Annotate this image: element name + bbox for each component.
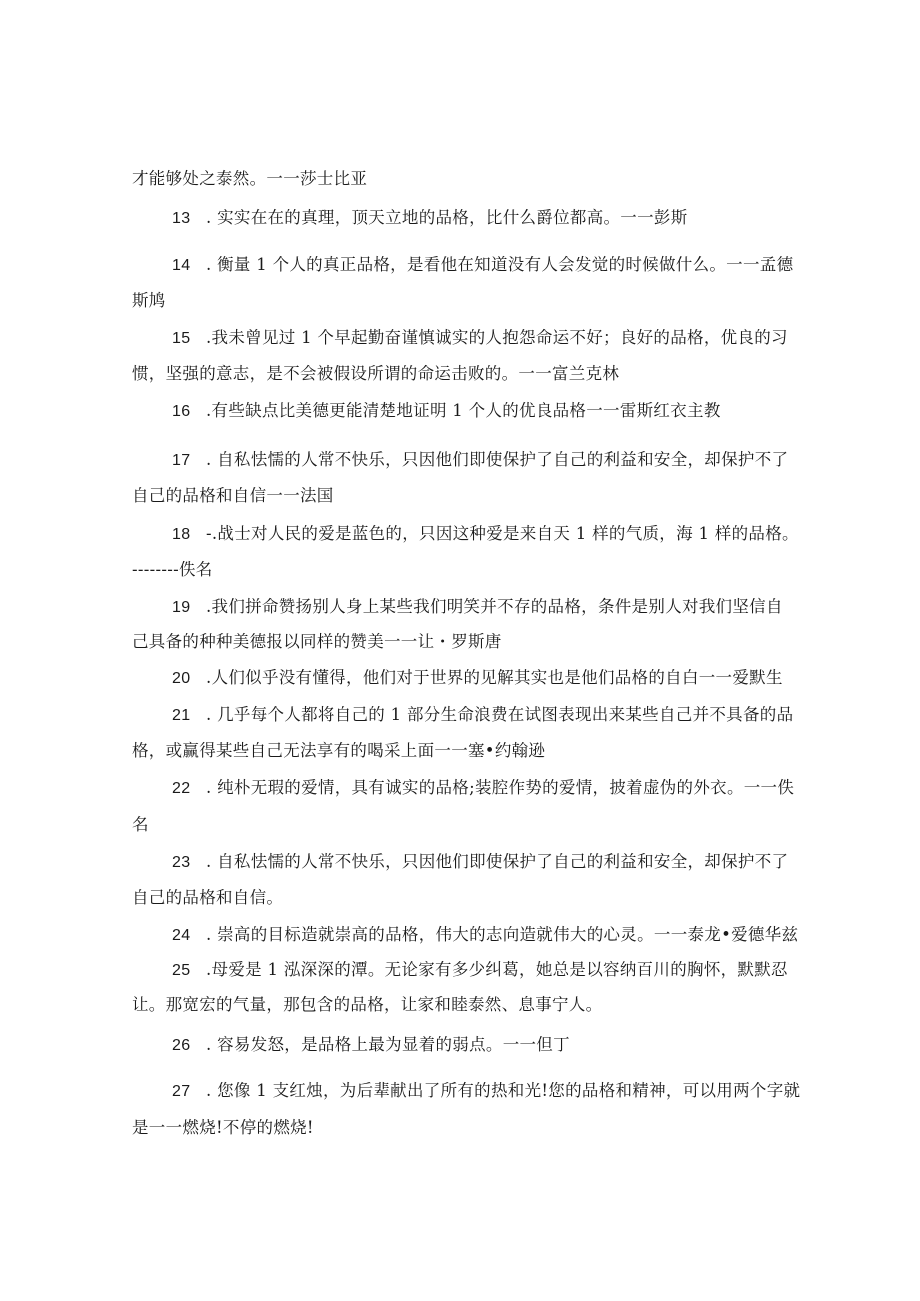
item-text: . 崇高的目标造就崇高的品格，伟大的志向造就伟大的心灵。一一泰龙•爱德华兹 (206, 925, 799, 944)
item-text: .我未曾见过 1 个早起勤奋谨慎诚实的人抱怨命运不好；良好的品格，优良的习 (206, 328, 788, 347)
list-item (172, 523, 797, 546)
item-number: 19 (172, 599, 191, 616)
item-text: . 自私怯懦的人常不快乐，只因他们即使保护了自己的利益和安全，却保护不了 (206, 450, 789, 469)
list-item (172, 596, 797, 619)
text-line (132, 994, 797, 1016)
item-number: 26 (172, 1037, 191, 1054)
list-item (172, 777, 797, 800)
list-item (172, 327, 797, 350)
line-text: 名 (132, 815, 149, 834)
text-line (132, 887, 797, 909)
item-number: 15 (172, 330, 191, 347)
item-text: .我们拼命赞扬别人身上某些我们明笑并不存的品格，条件是别人对我们坚信自 (206, 597, 783, 616)
item-number: 27 (172, 1083, 191, 1100)
list-item (172, 704, 797, 727)
line-text: 格，或赢得某些自己无法享有的喝采上面一一塞•约翰逊 (132, 741, 546, 760)
item-number: 13 (172, 210, 191, 227)
item-text: . 自私怯懦的人常不快乐，只因他们即使保护了自己的利益和安全，却保护不了 (206, 852, 789, 871)
list-item (172, 851, 797, 874)
text-line (132, 485, 797, 507)
item-text: . 几乎每个人都将自己的 1 部分生命浪费在试图表现出来某些自己并不具备的品 (206, 705, 794, 724)
text-line (132, 559, 797, 581)
line-text: 惯，坚强的意志，是不会被假设所谓的命运击败的。一一富兰克林 (132, 364, 620, 383)
list-item (172, 207, 797, 230)
item-text: . 纯朴无瑕的爱情，具有诚实的品格;装腔作势的爱情，披着虚伪的外衣。一一佚 (206, 778, 795, 797)
list-item (172, 400, 797, 423)
item-text: .母爱是 1 泓深深的潭。无论家有多少纠葛，她总是以容纳百川的胸怀，默默忍 (206, 960, 788, 979)
item-text: . 实实在在的真理，顶天立地的品格，比什么爵位都高。一一彭斯 (206, 208, 688, 227)
item-number: 22 (172, 780, 191, 797)
line-text: 斯鸠 (132, 291, 166, 310)
item-text: . 衡量 1 个人的真正品格，是看他在知道没有人会发觉的时候做什么。一一孟德 (206, 255, 794, 274)
item-text: . 您像 1 支红烛，为后辈献出了所有的热和光!您的品格和精神，可以用两个字就 (206, 1081, 801, 1100)
line-text: 自己的品格和自信一一法国 (132, 486, 334, 505)
item-text: -.战士对人民的爱是蓝色的，只因这种爱是来自天 1 样的气质，海 1 样的品格。 (206, 524, 799, 543)
text-line (132, 1117, 797, 1139)
list-item (172, 667, 797, 690)
text-line (132, 290, 797, 312)
line-text: 是一一燃烧!不停的燃烧! (132, 1118, 314, 1137)
item-number: 23 (172, 854, 191, 871)
text-line (132, 168, 797, 190)
item-number: 16 (172, 403, 191, 420)
list-item (172, 959, 797, 982)
line-text: 才能够处之泰然。一一莎士比亚 (132, 169, 368, 188)
text-line (132, 363, 797, 385)
item-number: 25 (172, 962, 191, 979)
item-text: . 容易发怒，是品格上最为显着的弱点。一一但丁 (206, 1035, 570, 1054)
item-text: .人们似乎没有懂得，他们对于世界的见解其实也是他们品格的自白一一爱默生 (206, 668, 783, 687)
line-text: 自己的品格和自信。 (132, 888, 284, 907)
list-item (172, 924, 797, 947)
item-number: 20 (172, 670, 191, 687)
line-text: 让。那宽宏的气量，那包含的品格，让家和睦泰然、息事宁人。 (132, 995, 603, 1014)
list-item (172, 254, 797, 277)
list-item (172, 1080, 801, 1103)
item-number: 14 (172, 257, 191, 274)
item-number: 21 (172, 707, 191, 724)
item-number: 18 (172, 526, 191, 543)
text-line (132, 631, 797, 653)
item-number: 17 (172, 452, 191, 469)
item-text: .有些缺点比美德更能清楚地证明 1 个人的优良品格一一雷斯红衣主教 (206, 401, 721, 420)
text-line (132, 740, 797, 762)
list-item (172, 449, 797, 472)
item-number: 24 (172, 927, 191, 944)
text-line (132, 814, 797, 836)
line-text: 己具备的种种美德报以同样的赞美一一让・罗斯唐 (132, 632, 502, 651)
line-text: --------佚名 (132, 560, 213, 579)
list-item (172, 1034, 797, 1057)
